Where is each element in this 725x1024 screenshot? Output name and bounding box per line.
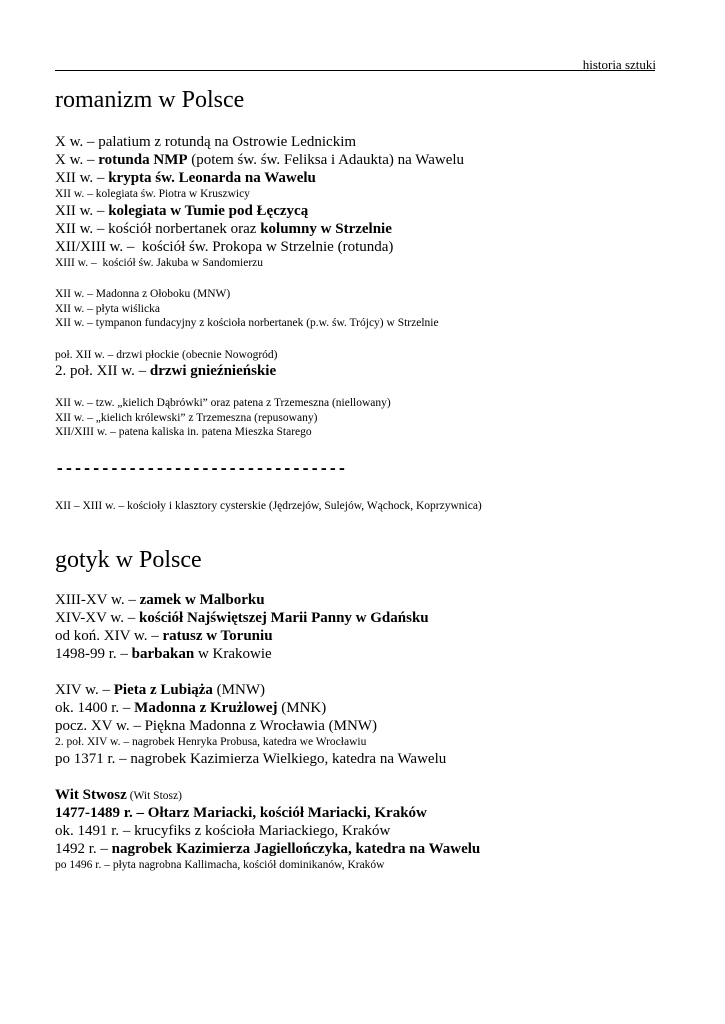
section-heading-gothic: gotyk w Polsce <box>55 547 202 573</box>
romanesque-sculpture-list <box>55 287 695 331</box>
gothic-architecture-list <box>55 591 695 663</box>
list-item: 2. poł. XII w. – drzwi gnieźnieńskie <box>55 363 277 379</box>
list-item: 2. poł. XIV w. – nagrobek Henryka Probusa, katedra we Wrocławiu <box>55 736 367 748</box>
document-header-title: historia sztuki <box>582 57 656 72</box>
dashed-separator: -------------------------------- <box>55 459 347 478</box>
list-item: XII w. – kolegiata św. Piotra w Kruszwicy <box>55 188 250 200</box>
list-item: ok. 1400 r. – Madonna z Krużlowej (MNK) <box>55 700 327 716</box>
list-item: XIV-XV w. – kościół Najświętszej Marii Panny w Gdańsku <box>55 610 429 626</box>
list-item: XII w. – płyta wiślicka <box>55 302 160 315</box>
list-item: XII w. – tympanon fundacyjny z kościoła norbertanek (p.w. św. Trójcy) w Strzelnie <box>55 317 439 329</box>
list-item: Wit Stwosz (Wit Stosz) <box>55 786 182 803</box>
wit-stwosz-list <box>55 786 695 873</box>
list-item: ok. 1491 r. – krucyfiks z kościoła Mariackiego, Kraków <box>55 822 391 839</box>
header-rule <box>55 70 655 71</box>
list-item: XII w. – kolegiata w Tumie pod Łęczycą <box>55 202 309 219</box>
list-item: po 1496 r. – płyta nagrobna Kallimacha, kościół dominikanów, Kraków <box>55 858 385 871</box>
list-item: XII w. – „kielich królewski” z Trzemeszna (repusowany) <box>55 411 318 424</box>
list-item: XIII w. – kościół św. Jakuba w Sandomierzu <box>55 256 264 269</box>
list-item: XIV w. – Pieta z Lubiąża (MNW) <box>55 682 265 698</box>
list-item: 1492 r. – nagrobek Kazimierza Jagiellończyka, katedra na Wawelu <box>55 840 481 857</box>
list-item: XII/XIII w. – kościół św. Prokopa w Strzelnie (rotunda) <box>55 238 394 255</box>
list-item: X w. – rotunda NMP (potem św. św. Feliksa i Adaukta) na Wawelu <box>55 152 465 168</box>
list-item: XII – XIII w. – kościoły i klasztory cysterskie (Jędrzejów, Sulejów, Wąchock, Koprzywnica) <box>55 499 482 512</box>
list-item: X w. – palatium z rotundą na Ostrowie Lednickim <box>55 134 357 150</box>
list-item: 1477-1489 r. – Ołtarz Mariacki, kościół Mariacki, Kraków <box>55 804 427 821</box>
romanesque-goldsmith-list <box>55 396 695 440</box>
list-item: poł. XII w. – drzwi płockie (obecnie Nowogród) <box>55 348 278 361</box>
gothic-sculpture-list <box>55 681 695 768</box>
list-item: XII w. – Madonna z Ołoboku (MNW) <box>55 288 231 300</box>
list-item: XIII-XV w. – zamek w Malborku <box>55 592 265 608</box>
list-item: XII w. – kościół norbertanek oraz kolumny w Strzelnie <box>55 220 392 237</box>
romanesque-doors-list <box>55 348 695 381</box>
list-item: XII w. – krypta św. Leonarda na Wawelu <box>55 170 316 186</box>
list-item: po 1371 r. – nagrobek Kazimierza Wielkiego, katedra na Wawelu <box>55 750 447 767</box>
list-item: XII/XIII w. – patena kaliska in. patena Mieszka Starego <box>55 426 312 438</box>
romanesque-architecture-list <box>55 133 695 270</box>
list-item: 1498-99 r. – barbakan w Krakowie <box>55 646 272 662</box>
list-item: pocz. XV w. – Piękna Madonna z Wrocławia (MNW) <box>55 718 377 734</box>
section-heading-romanesque: romanizm w Polsce <box>55 87 245 113</box>
list-item: XII w. – tzw. „kielich Dąbrówki” oraz patena z Trzemeszna (niellowany) <box>55 397 391 409</box>
list-item: od koń. XIV w. – ratusz w Toruniu <box>55 628 273 644</box>
document-body <box>55 86 695 872</box>
